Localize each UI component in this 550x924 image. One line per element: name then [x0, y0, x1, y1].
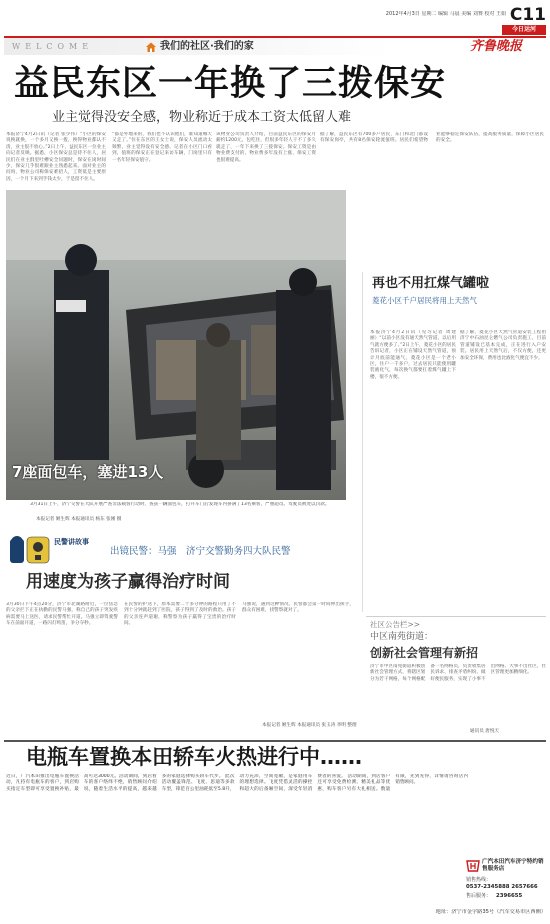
- community-body: 济宁市中区南苑街道积极创新社会管理方式，将辖区划分为若干网格，每个网格配备一名网格员，负责收集居民诉求、排查矛盾纠纷、做好便民服务，实现了小事不出网格、大事不出社区，社区管理更加精细化。: [370, 664, 546, 682]
- traffic-headline: 用速度为孩子赢得治疗时间: [26, 572, 230, 592]
- main-subheadline: 业主觉得没安全感，物业称近于成本工资太低留人难: [52, 110, 352, 125]
- traffic-story-col-2: 在民警的护送下，原本需要二十多分钟的路程只用了不到十分钟就赶到了医院，孩子得到了及时的救治。孩子的父亲连声道谢，称警察为孩子赢得了宝贵的治疗时间。: [124, 602, 236, 627]
- dealer-name: 广汽本田汽车济宁特约销售服务店: [482, 859, 544, 872]
- main-photo: [6, 190, 346, 500]
- main-story-col-3: 该物业公司负责人介绍，目前益民东区的保安月薪约1200元，包吃住，但很多年轻人干不了多久就走了，一年下来换了三拨保安。保安工资是由物业费支付的，物业费多年没有上涨，保安工资也很难提高。: [216, 132, 316, 163]
- dealer-address: 地址：济宁市金宇路35号（汽车交易市区西侧）: [435, 909, 546, 915]
- service-phone: 2396655: [496, 893, 523, 899]
- page-number: C11: [509, 5, 546, 25]
- honda-logo-icon: [466, 860, 480, 872]
- column-title: 我们的社区·我们的家: [160, 41, 254, 52]
- house-icon: [145, 41, 157, 53]
- main-story-col-4: 据了解，益民东区有700多户居民，东门和北门都设有保安岗亭，共有8名保安轮流值班。居民们希望物业能够稳定保安队伍，提高服务质量，保障小区居民的安全。: [320, 132, 544, 144]
- date-line: 2012年4月3日 星期二 编辑 马晨 美编 刘赛 校对 王娟: [385, 11, 506, 17]
- masthead-letters: WELCOME: [12, 42, 94, 51]
- gas-headline: 再也不用扛煤气罐啦: [372, 276, 490, 291]
- photo-credit: 本报记者 姬生辉 本报通讯员 杨东 张刚 摄: [36, 517, 122, 522]
- hotline-label: 销售热线：: [466, 877, 492, 883]
- police-story-logo: [10, 533, 96, 567]
- main-headline: 益民东区一年换了三拨保安: [14, 64, 447, 104]
- main-story-col-1: 本报济宁4月2日讯（记者 张少伟）“小区的保安说换就换，一个多月又换一拨，换得物业都认不清，业主很不放心。”2日上午，益民东区一位业主向记者反映。据悉，小区保安总是待不住人，居民们在业主群里吐槽安全问题时，保安在岗时间少，保安几乎很难跟业主熟悉起来。面对业主的问询，物业公司称保安难招人，工资低是主要原因，一个月下来到手钱太少，于是留不住人。: [6, 132, 106, 182]
- photo-description: 3月31日上午，济宁交警在大队开展严查非法载客行动时，查获一辆面包车，打开车门后发现车内挤满了13名乘客，严重超员。驾驶员被处以罚款。: [30, 502, 330, 507]
- police-story-logo-text: 民警讲故事: [54, 538, 89, 546]
- section-tag: 今日运河: [502, 25, 546, 35]
- traffic-story-col-1: 3月30日下午4点20分，济宁市北湖路附近，一位焦急的父亲拦下正在执勤的民警马强，称自己的孩子突发疾病需要马上送医，请求民警帮忙开道。马强立即驾驶警车在前面开道，一路闪灯鸣笛，争分夺秒。: [6, 602, 118, 627]
- gas-subheadline: 菱花小区千户居民将用上天然气: [372, 296, 477, 305]
- traffic-story-col-3: 马强说，遇到这种情况，民警都会第一时间伸出援手，群众有困难，找警察就对了。: [242, 602, 354, 614]
- community-title-line: 中区南苑街道：: [370, 632, 434, 642]
- brand-logo: 齐鲁晚报: [470, 39, 523, 54]
- community-credit: 通讯员 唐悦天: [470, 729, 500, 734]
- ad-body-para-1: 近日，广汽本田推出电瓶车置换活动，凡持有电瓶车的客户，到店购买指定车型即可享受置换补贴，最高可达3000元。活动期间，到店看车的客户络绎不绝，销售顾问介绍说，随着生活水平的提高，越来越多的家庭选择购买轿车代步。: [6, 774, 224, 792]
- ad-top-rule: [4, 740, 546, 742]
- police-byline: 出镜民警：马强 济宁交警勤务四大队民警: [110, 546, 291, 557]
- traffic-credit: 本报记者 姬生辉 本报通讯员 张玉涛 李明 整理: [262, 723, 357, 728]
- community-kicker: 社区公告栏>>: [370, 620, 421, 629]
- ad-headline: 电瓶车置换本田轿车火热进行中……: [26, 745, 362, 769]
- gas-story-col-1: 本报济宁4月2日讯（见习记者 周建丽）“以前小区没有通天然气管道，以后用气就方便多了。”2日上午，菱花小区的居民告诉记者，小区正在铺设天然气管道，预计月底前能通气。菱花小区是一个老小区，住户一千多户，过去居民只能使用罐装液化气，每次换气都要扛着煤气罐上下楼，很不方便。: [370, 330, 456, 380]
- ad-body-para-2: 此次活动覆盖锋范、飞度、思迪等多款车型，锋范百公里油耗低至5.8升，动力充沛，空间宽敞，是家庭用车的理想选择。飞度凭借灵活的操控和超大的后备厢空间，深受年轻消费者的喜爱。: [161, 774, 346, 792]
- gas-story-col-2: 据了解，菱花小区天然气管道安装工程由济宁中石油昆仑燃气公司负责施工，目前管道铺设已基本完成，正在进行入户安装。居民用上天然气后，不仅方便，还更加安全环保，费用也比液化气便宜不少。: [460, 330, 546, 361]
- photo-caption: 7座面包车，塞进13人: [12, 463, 164, 481]
- service-label: 售后服务：: [466, 893, 492, 899]
- main-story-col-2: “都是外地来的，我们也不认识他们，谁知道哪天又走了。”住在东区的王女士说，保安人员流动太频繁，业主觉得没有安全感。记者在小区门口看到，值班的保安正在登记来访车辆，门岗里只有一名年轻保安值守。: [112, 132, 212, 163]
- ad-body-para-3: 活动期间，到店客户还可享受免费检测、精美礼品等优惠，购车客户另有大礼相送。数量有限，先到先得，详情请咨询店内销售顾问。: [317, 774, 469, 792]
- hotline: 0537-2345888 2657666: [466, 884, 538, 890]
- community-headline: 创新社会管理有新招: [370, 646, 479, 660]
- right-divider: [366, 616, 546, 617]
